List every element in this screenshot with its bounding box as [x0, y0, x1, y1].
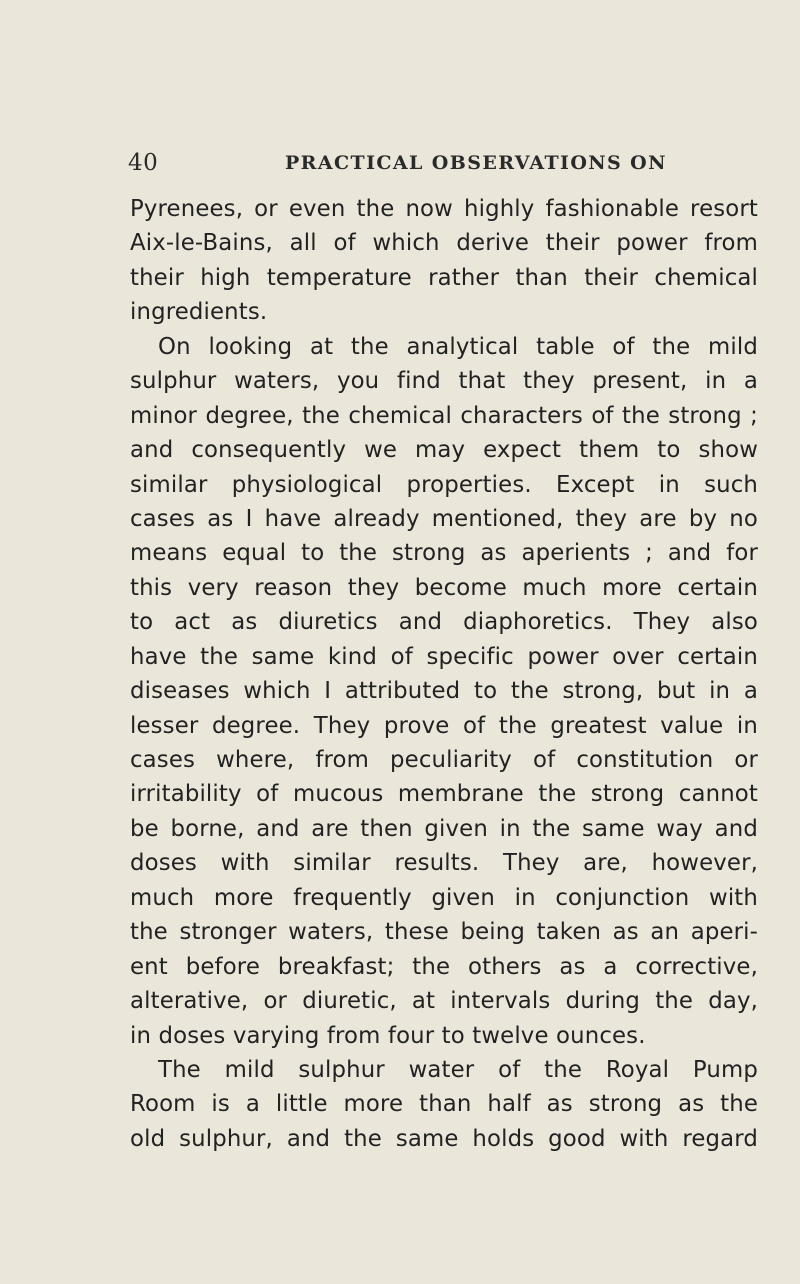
- text-line: to act as diuretics and diaphoretics. They also: [130, 609, 758, 636]
- text-line: Aix-le-Bains, all of which derive their power from: [130, 230, 758, 257]
- text-line: and consequently we may expect them to show: [130, 437, 758, 464]
- text-line: in doses varying from four to twelve ounces.: [130, 1022, 646, 1049]
- text-line: ingredients.: [130, 299, 268, 326]
- text-line: their high temperature rather than their chemical: [130, 264, 758, 291]
- text-line: cases where, from peculiarity of constitution or: [130, 747, 758, 773]
- text-line: diseases which I attributed to the strong, but in a: [130, 678, 758, 705]
- text-line: sulphur waters, you find that they present, in a: [130, 368, 758, 395]
- text-line: old sulphur, and the same holds good with regard: [130, 1125, 758, 1152]
- page-number: 40: [128, 150, 159, 176]
- text-line: Room is a little more than half as strong as the: [130, 1091, 758, 1118]
- text-line: doses with similar results. They are, however,: [130, 850, 758, 877]
- text-line: this very reason they become much more certain: [130, 574, 758, 601]
- text-line: The mild sulphur water of the Royal Pump: [158, 1056, 758, 1083]
- text-line: minor degree, the chemical characters of the strong ;: [130, 402, 758, 429]
- text-line: On looking at the analytical table of the mild: [158, 333, 758, 360]
- text-line: be borne, and are then given in the same way and: [130, 815, 758, 842]
- page-header: [128, 150, 758, 180]
- text-line: Pyrenees, or even the now highly fashionable resort: [130, 196, 758, 222]
- running-head: PRACTICAL OBSERVATIONS ON: [285, 152, 667, 174]
- text-line: have the same kind of specific power over certain: [130, 643, 758, 670]
- text-line: alterative, or diuretic, at intervals during the day,: [130, 988, 758, 1015]
- text-line: ent before breakfast; the others as a corrective,: [130, 953, 758, 980]
- text-line: lesser degree. They prove of the greatest value in: [130, 712, 758, 739]
- text-line: irritability of mucous membrane the strong cannot: [130, 781, 758, 808]
- body-text: [130, 192, 758, 1156]
- text-line: similar physiological properties. Except in such: [130, 471, 758, 498]
- text-line: the stronger waters, these being taken as an aperi-: [130, 919, 758, 946]
- text-line: means equal to the strong as aperients ; and for: [130, 540, 758, 567]
- text-line: cases as I have already mentioned, they are by no: [130, 505, 758, 532]
- text-line: much more frequently given in conjunction with: [130, 884, 758, 911]
